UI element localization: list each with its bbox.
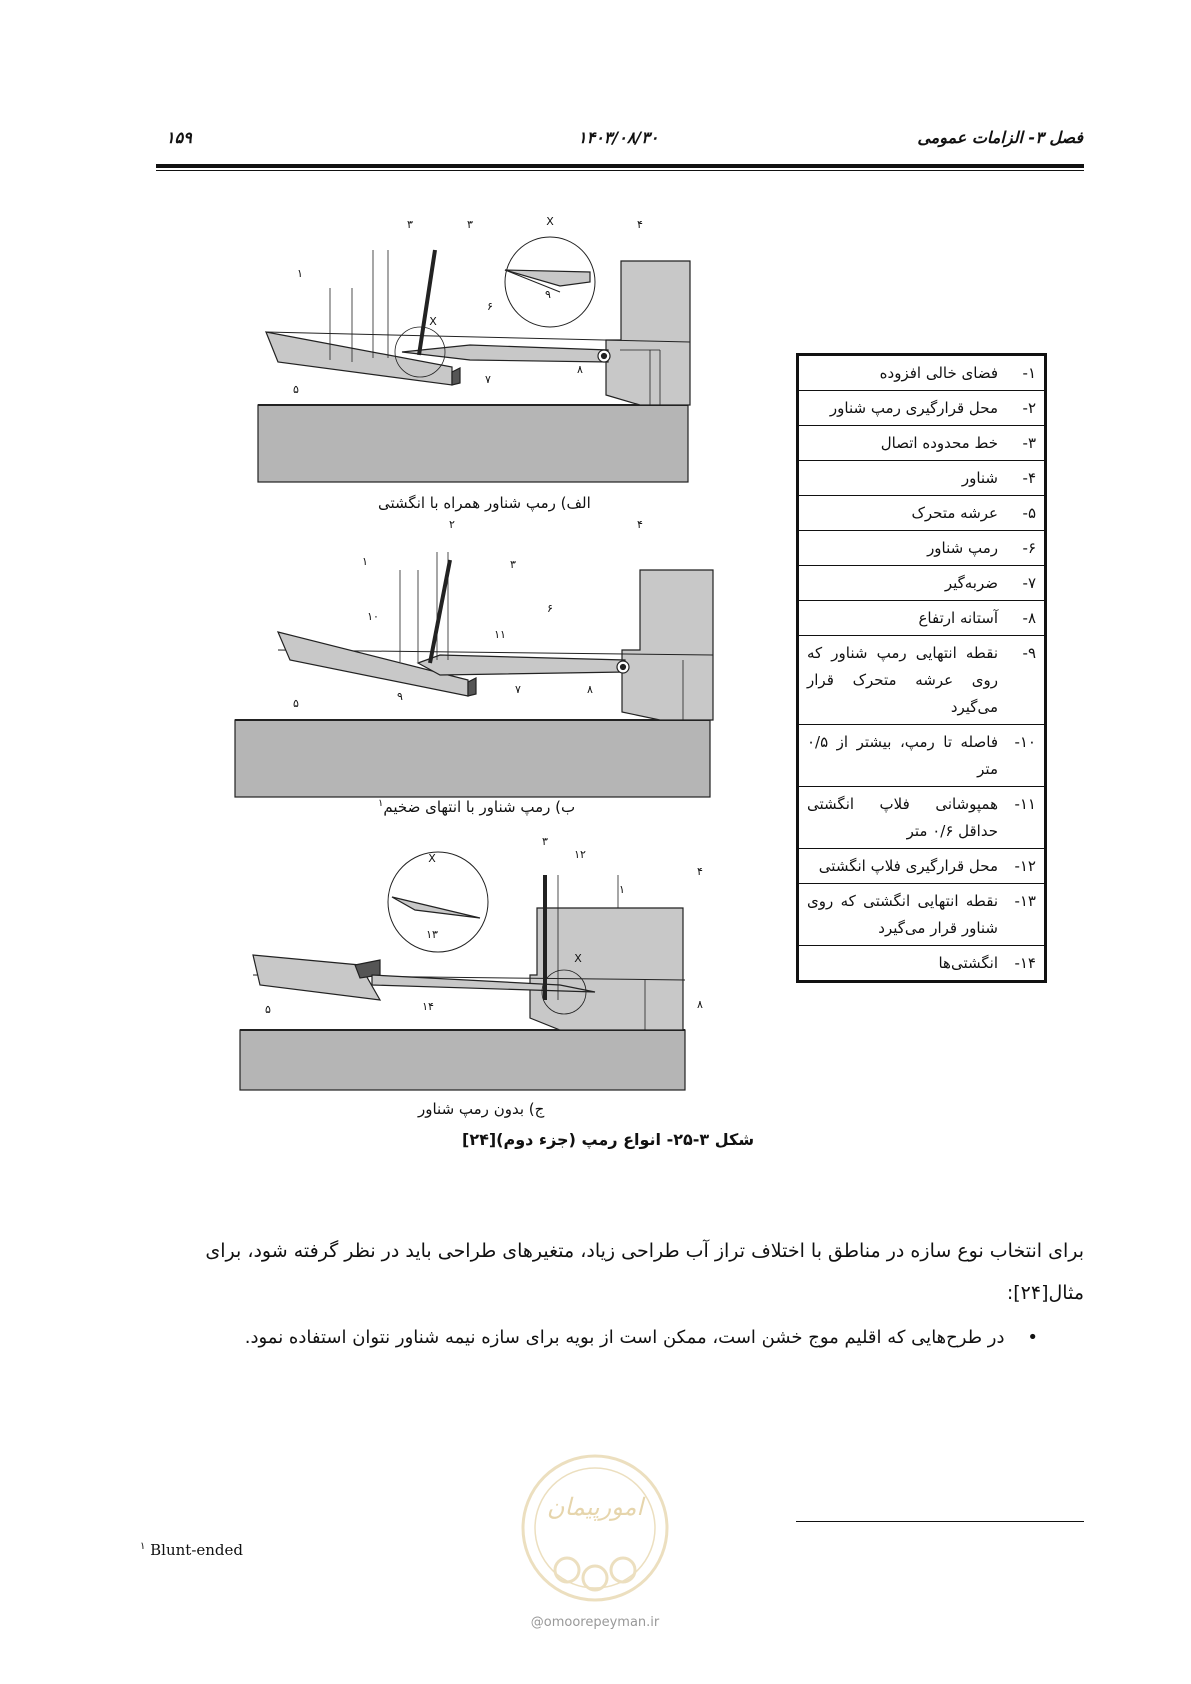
diagram-c-label-x2: X <box>574 952 582 965</box>
diagram-a-label-8: ۸ <box>577 363 583 376</box>
diagram-b-label-10: ۱۰ <box>367 610 379 623</box>
caption-a: الف) رمپ شناور همراه با انگشتی <box>378 494 591 512</box>
diagram-c-label-4: ۴ <box>697 865 703 878</box>
diagram-a-seabed <box>258 405 688 482</box>
legend-row: ۱۳- نقطه انتهایی انگشتی که روی شناور قرار می‌گیرد <box>799 884 1044 946</box>
diagram-b-label-5: ۵ <box>293 697 299 710</box>
diagram-a-label-x2: X <box>429 315 437 328</box>
diagram-c-label-8: ۸ <box>697 998 703 1011</box>
bullet-dot: • <box>1004 1327 1038 1348</box>
legend-row: ۴- شناور <box>799 461 1044 496</box>
watermark-logo <box>505 1440 685 1630</box>
diagram-c-label-x: X <box>428 852 436 865</box>
figure-title: شکل ۳-۲۵- انواع رمپ (جزء دوم)[۲۴] <box>462 1130 755 1149</box>
diagram-a-boundary-line <box>419 250 435 355</box>
diagram-a-label-x: X <box>546 215 554 228</box>
footnote: $^۱$ Blunt-ended <box>140 1541 244 1559</box>
diagram-b-label-11: ۱۱ <box>494 628 506 641</box>
chapter-title: فصل ۳- الزامات عمومی <box>917 128 1083 147</box>
footnote-rule <box>796 1521 1084 1522</box>
diagram-c-label-3: ۳ <box>542 835 548 848</box>
watermark-logo-text: امورپیمان <box>546 1493 644 1521</box>
diagram-a-pontoon <box>606 261 690 405</box>
diagram-a-label-6: ۶ <box>487 300 493 313</box>
legend-row: ۱۲- محل قرارگیری فلاپ انگشتی <box>799 849 1044 884</box>
diagram-c-label-14: ۱۴ <box>422 1000 434 1013</box>
legend-row: ۱۴- انگشتی‌ها <box>938 954 1036 972</box>
header-date: ۱۴۰۳/۰۸/۳۰ <box>578 128 659 147</box>
diagram-b-ramp <box>418 655 625 675</box>
diagram-b-label-3: ۳ <box>510 558 516 571</box>
legend-row: ۱۱- همپوشانی فلاپ انگشتی حداقل ۰/۶ متر <box>799 787 1044 849</box>
diagram-a-ramp <box>402 345 608 362</box>
diagram-a-label-2: ۳ <box>407 218 413 231</box>
legend-row: ۶- رمپ شناور <box>799 531 1044 566</box>
diagram-c-seabed <box>240 1030 685 1090</box>
legend-row: ۱۰- فاصله تا رمپ، بیشتر از ۰/۵ متر <box>799 725 1044 787</box>
diagram-b-label-6: ۶ <box>547 602 553 615</box>
diagram-b-label-2: ۲ <box>449 518 455 531</box>
diagram-a-label-5: ۵ <box>293 383 299 396</box>
diagram-b-label-8: ۸ <box>587 683 593 696</box>
diagram-c-label-13: ۱۳ <box>426 928 438 941</box>
diagram-b-label-7: ۷ <box>515 683 521 696</box>
diagram-b-boundary-line <box>430 560 450 663</box>
diagram-b-label-4: ۴ <box>637 518 643 531</box>
legend-row: ۲- محل قرارگیری رمپ شناور <box>799 391 1044 426</box>
legend-table <box>796 353 1047 983</box>
diagram-c-pontoon <box>530 908 683 1030</box>
legend-row: ۹- نقطه انتهایی رمپ شناور که روی عرشه متحرک قرار می‌گیرد <box>799 636 1044 725</box>
diagram-a-label-4: ۴ <box>637 218 643 231</box>
caption-b: ب) رمپ شناور با انتهای ضخیم$^۱$ <box>378 798 576 816</box>
diagram-b-label-9: ۹ <box>397 690 403 703</box>
watermark-handle: @omoorepeyman.ir <box>530 1615 660 1630</box>
caption-c: ج) بدون رمپ شناور <box>418 1100 545 1118</box>
legend-row: ۳- خط محدوده اتصال <box>799 426 1044 461</box>
legend-row: ۷- ضربه‌گیر <box>799 566 1044 601</box>
diagram-a-label-3: ۳ <box>467 218 473 231</box>
diagram-c-label-5: ۵ <box>265 1003 271 1016</box>
diagram-b-seabed <box>235 720 710 797</box>
page-number: ۱۵۹ <box>166 128 192 147</box>
diagram-a-label-9: ۹ <box>545 288 551 301</box>
legend-row: ۸- آستانه ارتفاع <box>799 601 1044 636</box>
diagram-a-label-7: ۷ <box>485 373 491 386</box>
diagram-a-label-1: ۱ <box>297 267 303 280</box>
legend-row: ۱- فضای خالی افزوده <box>799 356 1044 391</box>
bullet-item: • در طرح‌هایی که اقلیم موج خشن است، ممکن است از بویه برای سازه نیمه شناور نتوان استفاده نمود. <box>244 1327 1038 1348</box>
diagram-b-pontoon <box>622 570 713 720</box>
legend-row: ۵- عرشه متحرک <box>799 496 1044 531</box>
diagram-c-label-12: ۱۲ <box>574 848 586 861</box>
diagram-c-label-1: ۱ <box>619 883 625 896</box>
diagram-b-label-1: ۱ <box>362 555 368 568</box>
body-paragraph: برای انتخاب نوع سازه در مناطق با اختلاف تراز آب طراحی زیاد، متغیرهای طراحی باید در نظر گرفته شود، برای مثال[۲۴]: <box>205 1240 1084 1304</box>
